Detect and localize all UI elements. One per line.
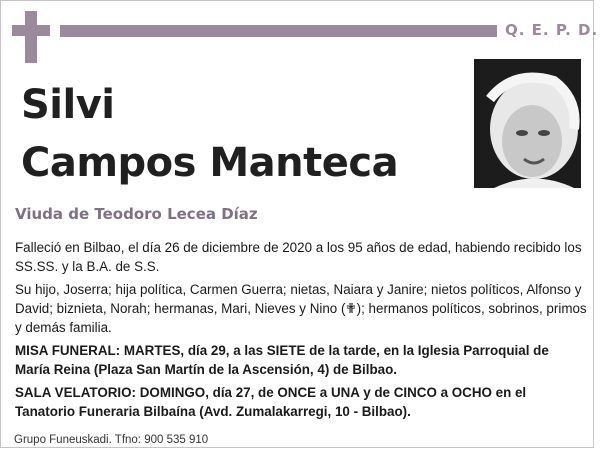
widow-of-line: Viuda de Teodoro Lecea Díaz <box>15 205 258 223</box>
obituary-body <box>15 238 587 425</box>
qepd-label: Q. E. P. D. <box>505 21 599 39</box>
header-rule <box>60 25 497 37</box>
portrait-photo <box>474 59 581 188</box>
wake-paragraph: SALA VELATORIO: DOMINGO, día 27, de ONCE a UNA y de CINCO a OCHO en el Tanatorio Funeraria Bilbaína (Avd. Zumalakarregi, 10 - Bilbao). <box>15 385 527 419</box>
mass-paragraph: MISA FUNERAL: MARTES, día 29, a las SIETE de la tarde, en la Iglesia Parroquial de María Reina (Plaza San Martín de la Ascensión, 4) de Bilbao. <box>15 343 549 377</box>
agency-footer: Grupo Funeuskadi. Tfno: 900 535 910 <box>14 434 209 446</box>
death-paragraph: Falleció en Bilbao, el día 26 de diciembre de 2020 a los 95 años de edad, habiendo recibido los SS.SS. y la B.A. de S.S. <box>15 240 582 274</box>
cross-icon <box>12 11 50 63</box>
family-paragraph: Su hijo, Joserra; hija política, Carmen Guerra; nietas, Naiara y Janire; nietos políticos, Alfonso y David; biznieta, Norah; hermanas, Mari, Nieves y Nino (✟); hermanos políticos, sobrinos, primos y demás familia. <box>15 282 587 335</box>
deceased-surnames: Campos Manteca <box>21 140 399 186</box>
deceased-first-name: Silvi <box>21 82 115 128</box>
